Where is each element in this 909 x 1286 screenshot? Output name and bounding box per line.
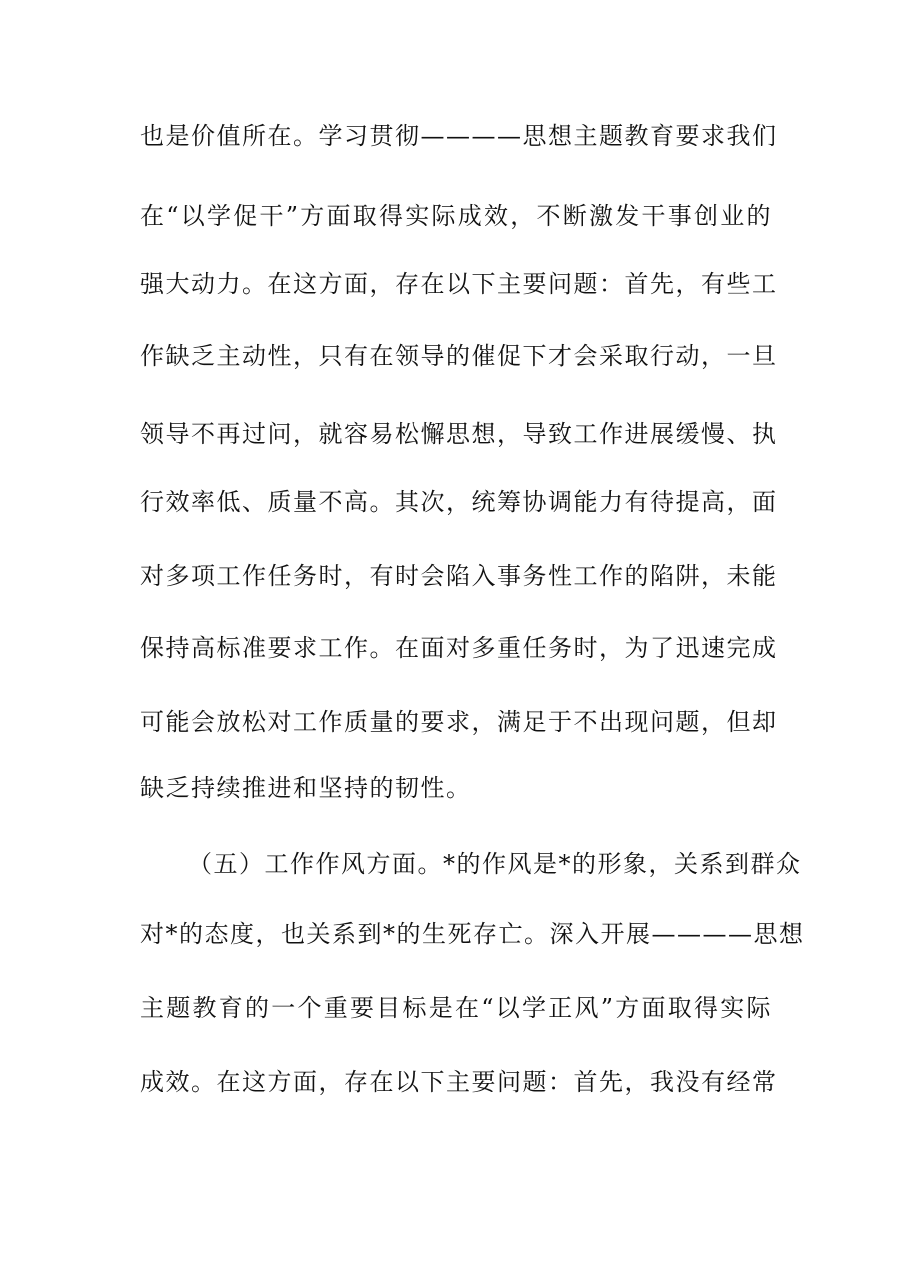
paragraph-heading-line: （五）工作作风方面。*的作风是*的形象，关系到群众 bbox=[188, 850, 802, 878]
text-line: 成效。在这方面，存在以下主要问题：首先，我没有经常 bbox=[140, 1068, 778, 1096]
text-line: 作缺乏主动性，只有在领导的催促下才会采取行动，一旦 bbox=[140, 342, 778, 370]
text-line: 也是价值所在。学习贯彻————思想主题教育要求我们 bbox=[140, 122, 778, 150]
text-line: 保持高标准要求工作。在面对多重任务时，为了迅速完成 bbox=[140, 634, 778, 662]
text-line: 强大动力。在这方面，存在以下主要问题：首先，有些工 bbox=[140, 270, 778, 298]
text-line: 对多项工作任务时，有时会陷入事务性工作的陷阱，未能 bbox=[140, 562, 778, 590]
text-line: 主题教育的一个重要目标是在“以学正风”方面取得实际 bbox=[140, 994, 772, 1022]
text-line: 领导不再过问，就容易松懈思想，导致工作进展缓慢、执 bbox=[140, 420, 778, 448]
text-line: 行效率低、质量不高。其次，统筹协调能力有待提高，面 bbox=[140, 488, 778, 516]
text-line: 对*的态度，也关系到*的生死存亡。深入开展————思想 bbox=[140, 920, 805, 948]
text-line: 可能会放松对工作质量的要求，满足于不出现问题，但却 bbox=[140, 708, 778, 736]
text-line: 缺乏持续推进和坚持的韧性。 bbox=[140, 774, 472, 802]
text-line: 在“以学促干”方面取得实际成效，不断激发干事创业的 bbox=[140, 202, 772, 230]
